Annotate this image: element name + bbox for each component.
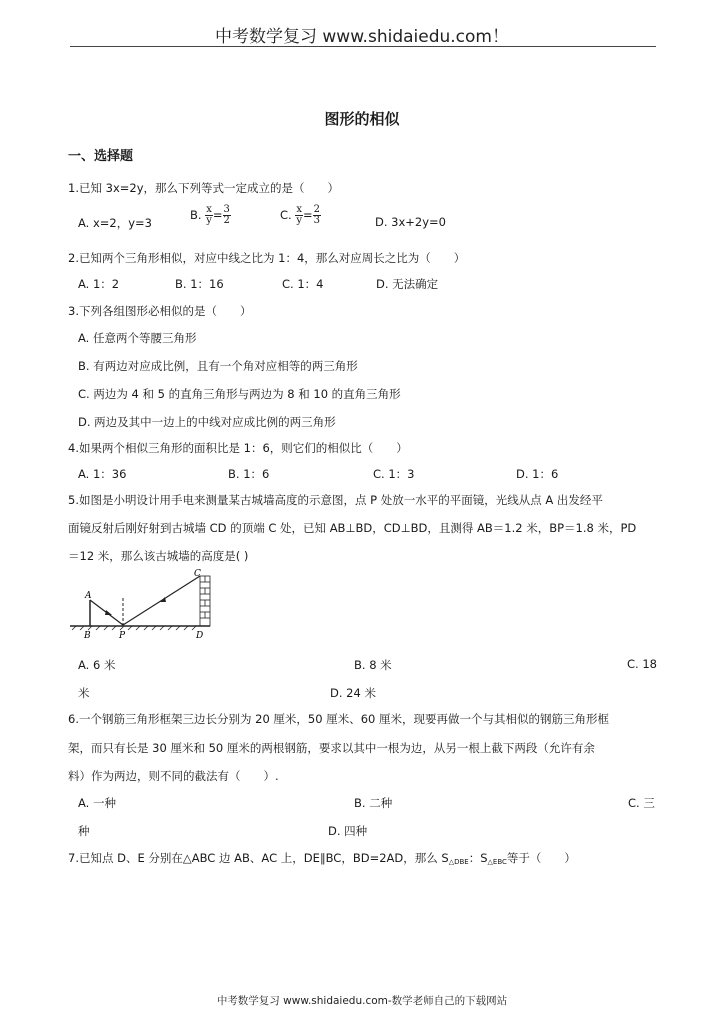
city-wall-bricks (200, 576, 210, 626)
question-5-option-d: D. 24 米 (330, 686, 376, 700)
question-4-stem: 4.如果两个相似三角形的面积比是 1：6，则它们的相似比（ ） (68, 441, 408, 455)
question-4-option-d: D. 1：6 (516, 467, 559, 481)
question-1-option-b (190, 205, 231, 226)
label-b: B (84, 631, 91, 641)
question-5-option-c: C. 18 (627, 657, 657, 671)
question-3-option-a: A. 任意两个等腰三角形 (78, 331, 197, 345)
question-6-option-a: A. 一种 (78, 796, 116, 810)
question-2-option-a: A. 1：2 (78, 277, 120, 291)
question-7-tail: 等于（ ） (506, 851, 576, 865)
label-a: A (85, 591, 92, 601)
question-5-line-1: 5.如图是小明设计用手电来测量某古城墙高度的示意图，点 P 处放一水平的平面镜，光线从点 A 出发经平 (68, 493, 603, 507)
fraction-3-over-2: $\frac{3}{2}$ (223, 204, 230, 226)
question-6-line-2: 架，而只有长是 30 厘米和 50 厘米的两根钢筋，要求以其中一根为边，从另一根上截下两段（允许有余 (68, 741, 595, 755)
question-2-stem: 2.已知两个三角形相似，对应中线之比为 1：4，那么对应周长之比为（ ） (68, 251, 466, 265)
equals-sign: = (303, 208, 313, 222)
question-3-option-c: C. 两边为 4 和 5 的直角三角形与两边为 8 和 10 的直角三角形 (78, 387, 401, 401)
question-6-line-3: 料）作为两边，则不同的截法有（ ）. (68, 769, 279, 783)
label-p: P (119, 631, 126, 641)
equals-sign: = (212, 208, 223, 222)
question-6-option-c: C. 三 (628, 796, 655, 810)
header-divider (70, 46, 656, 47)
question-1-option-d: D. 3x+2y=0 (375, 215, 446, 229)
question-5-line-3: ＝12 米，那么该古城墙的高度是( ) (68, 549, 249, 563)
question-4-option-a: A. 1：36 (78, 467, 127, 481)
subscript-ebc: △EBC (487, 858, 507, 866)
page-footer: 中考数学复习 www.shidaiedu.com-数学老师自己的下载网站 (216, 995, 508, 1007)
question-2-option-b: B. 1：16 (175, 277, 224, 291)
page-header: 中考数学复习 www.shidaiedu.com！ (215, 27, 509, 47)
question-5-option-b: B. 8 米 (354, 658, 392, 672)
section-heading: 一、选择题 (68, 149, 134, 164)
question-7-ratio: ：S (468, 851, 488, 865)
question-2-option-d: D. 无法确定 (376, 277, 439, 291)
question-4-option-b: B. 1：6 (228, 467, 270, 481)
question-3-option-b: B. 有两边对应成比例，且有一个角对应相等的两三角形 (78, 359, 358, 373)
question-6-option-c-continued: 种 (78, 824, 90, 838)
question-6-line-1: 6.一个钢筋三角形框架三边长分别为 20 厘米，50 厘米、60 厘米，现要再做一个与其相似的钢筋三角形框 (68, 712, 609, 726)
ray-arrow-1 (105, 610, 112, 615)
fraction-2-over-3: $\frac{2}{3}$ (313, 204, 321, 226)
question-5-option-c-continued: 米 (78, 686, 90, 700)
document-title: 图形的相似 (324, 110, 400, 128)
option-c-label: C. (280, 208, 292, 222)
question-5-option-a: A. 6 米 (78, 658, 116, 672)
city-wall-figure (68, 568, 218, 642)
question-1-option-a: A. x=2，y=3 (78, 216, 152, 230)
question-3-stem: 3.下列各组图形必相似的是（ ） (68, 304, 252, 318)
question-7-text: 7.已知点 D、E 分别在△ABC 边 AB、AC 上，DE∥BC，BD=2AD，那么 S (68, 851, 449, 865)
label-d: D (196, 631, 204, 641)
subscript-dbe: △DBE (448, 858, 469, 866)
fraction-x-over-y: $\frac{x}{y}$ (206, 204, 212, 226)
fraction-x-over-y: $\frac{x}{y}$ (296, 204, 302, 226)
question-7-stem (68, 850, 576, 866)
question-1-option-c (280, 205, 321, 226)
question-2-option-c: C. 1：4 (282, 277, 324, 291)
label-c: C (194, 569, 201, 579)
question-1-stem: 1.已知 3x=2y，那么下列等式一定成立的是（ ） (68, 181, 340, 195)
question-5-line-2: 面镜反射后刚好射到古城墙 CD 的顶端 C 处，已知 AB⊥BD，CD⊥BD，且测得 AB＝1.2 米，BP＝1.8 米，PD (68, 521, 637, 535)
ray-arrow-2 (160, 597, 166, 602)
question-6-option-d: D. 四种 (328, 824, 368, 838)
question-3-option-d: D. 两边及其中一边上的中线对应成比例的两三角形 (78, 415, 336, 429)
question-6-option-b: B. 二种 (354, 796, 393, 810)
question-4-option-c: C. 1：3 (373, 467, 415, 481)
option-b-label: B. (190, 208, 202, 222)
